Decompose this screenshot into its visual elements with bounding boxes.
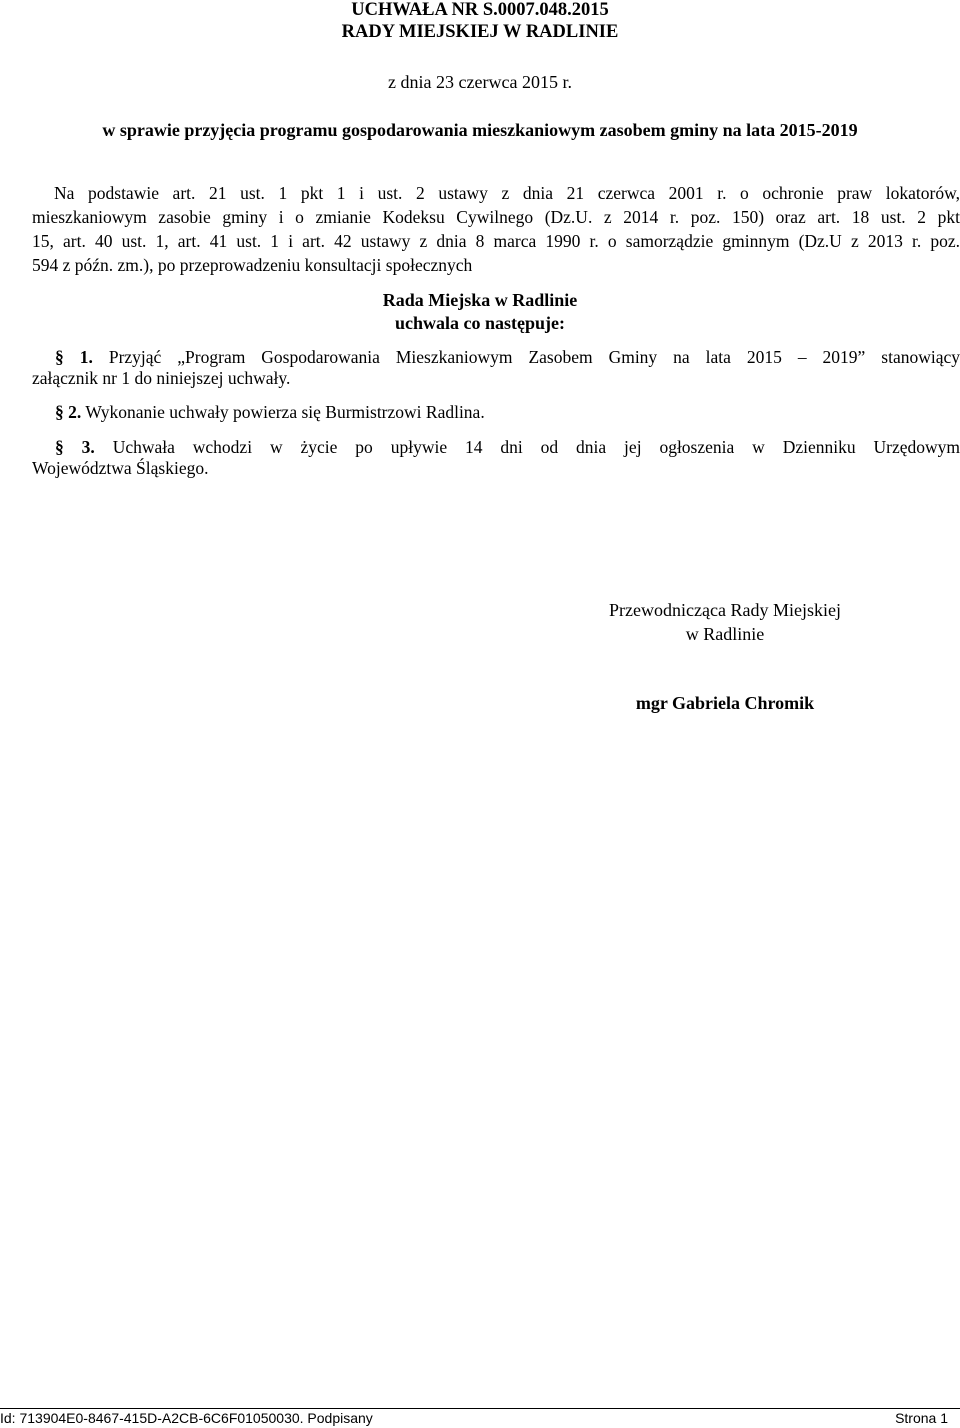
paragraph-1 <box>32 347 960 389</box>
council-name: Rada Miejska w Radlinie <box>382 290 578 310</box>
signature-role: Przewodnicząca Rady Miejskiej <box>609 600 841 620</box>
signature-name: mgr Gabriela Chromik <box>635 693 815 713</box>
footer-divider <box>0 1408 960 1409</box>
preamble-line: mieszkaniowym zasobie gminy i o zmianie Kodeksu Cywilnego (Dz.U. z 2014 r. poz. 150) oraz art. 18 ust. 2 pkt <box>32 207 960 227</box>
paragraph-symbol: § 1. <box>55 347 93 367</box>
resolution-date: z dnia 23 czerwca 2015 r. <box>388 72 572 92</box>
council-title: RADY MIEJSKIEJ W RADLINIE <box>341 22 619 42</box>
council-resolves: uchwala co następuje: <box>395 313 565 333</box>
paragraph-symbol: § 3. <box>55 437 95 457</box>
paragraph-2 <box>32 402 960 423</box>
signature-place: w Radlinie <box>685 624 765 644</box>
preamble-line: 15, art. 40 ust. 1, art. 41 ust. 1 i art. 42 ustawy z dnia 8 marca 1990 r. o samorządzie gminnym (Dz.U z 2013 r. poz. <box>32 231 960 251</box>
paragraph-symbol: § 2. <box>55 402 82 422</box>
resolution-number-title: UCHWAŁA NR S.0007.048.2015 <box>351 0 609 20</box>
preamble-line: 594 z późn. zm.), po przeprowadzeniu konsultacji społecznych <box>32 255 473 275</box>
paragraph-text: Uchwała wchodzi w życie po upływie 14 dni od dnia jej ogłoszenia w Dzienniku Urzędowym <box>112 437 960 457</box>
paragraph-text: Wykonanie uchwały powierza się Burmistrzowi Radlina. <box>85 402 485 422</box>
resolution-subject: w sprawie przyjęcia programu gospodarowania mieszkaniowym zasobem gminy na lata 2015-2019 <box>102 120 858 140</box>
paragraph-text-continued: Województwa Śląskiego. <box>32 458 209 478</box>
paragraph-text: Przyjąć „Program Gospodarowania Mieszkaniowym Zasobem Gminy na lata 2015 – 2019” stanowiący <box>108 347 960 367</box>
paragraph-3 <box>32 437 960 479</box>
footer-document-id: Id: 713904E0-8467-415D-A2CB-6C6F01050030. Podpisany <box>0 1410 373 1426</box>
paragraph-text-continued: załącznik nr 1 do niniejszej uchwały. <box>32 368 291 388</box>
preamble-line: Na podstawie art. 21 ust. 1 pkt 1 i ust. 2 ustawy z dnia 21 czerwca 2001 r. o ochronie praw lokatorów, <box>54 183 960 203</box>
footer-page-number: Strona 1 <box>895 1410 948 1426</box>
